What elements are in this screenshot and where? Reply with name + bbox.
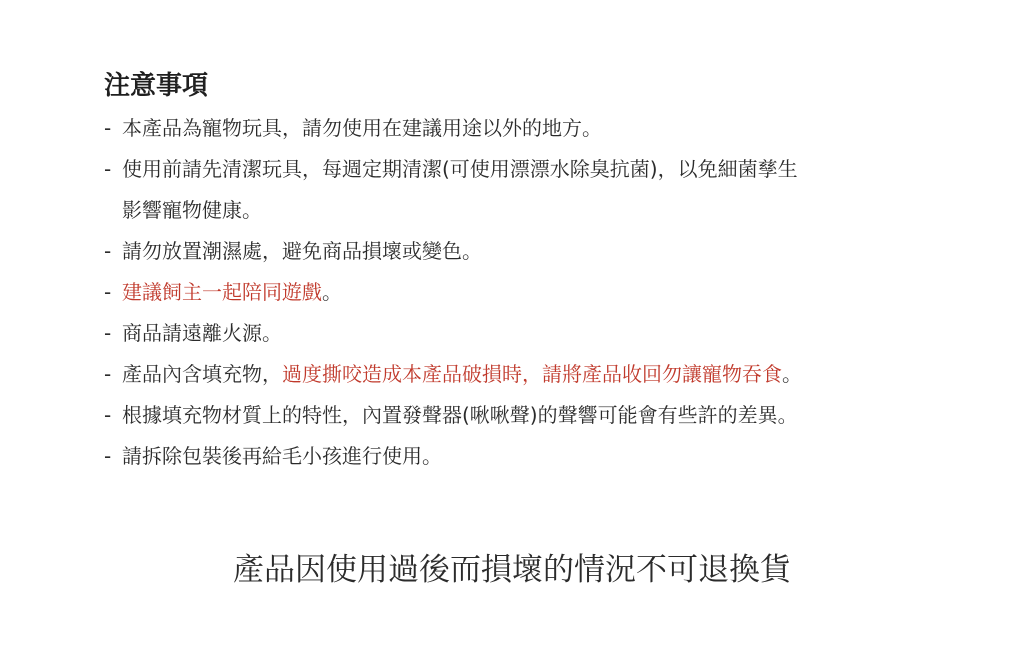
list-dash: - bbox=[104, 157, 112, 181]
notice-section bbox=[104, 66, 964, 477]
notice-item-cleaning bbox=[104, 149, 964, 231]
notice-item-suffix: 。 bbox=[782, 362, 802, 386]
notice-item-text: 請勿放置潮濕處，避免商品損壞或變色。 bbox=[122, 239, 482, 263]
notice-item-fire bbox=[104, 313, 964, 354]
notice-item-suffix: 。 bbox=[322, 280, 342, 304]
notice-item-text: 請拆除包裝後再給毛小孩進行使用。 bbox=[122, 444, 442, 468]
notice-item-text-line2: 影響寵物健康。 bbox=[122, 198, 262, 222]
list-dash: - bbox=[104, 321, 112, 345]
notice-item-purpose bbox=[104, 108, 964, 149]
notice-item-text bbox=[122, 272, 964, 313]
highlight-text: 過度撕咬造成本產品破損時，請將產品收回勿讓寵物吞食 bbox=[282, 362, 782, 386]
notice-item-text: 根據填充物材質上的特性，內置發聲器(啾啾聲)的聲響可能會有些許的差異。 bbox=[122, 403, 798, 427]
list-dash: - bbox=[104, 362, 112, 386]
notice-title: 注意事項 bbox=[104, 71, 209, 101]
notice-item-supervision bbox=[104, 272, 964, 313]
list-dash: - bbox=[104, 239, 112, 263]
notice-item-storage bbox=[104, 231, 964, 272]
notice-item-text: 商品請遠離火源。 bbox=[122, 321, 282, 345]
notice-item-text: 本產品為寵物玩具，請勿使用在建議用途以外的地方。 bbox=[122, 116, 602, 140]
notice-list bbox=[104, 108, 964, 477]
notice-item-filling bbox=[104, 354, 964, 395]
list-dash: - bbox=[104, 280, 112, 304]
list-dash: - bbox=[104, 116, 112, 140]
notice-item-text bbox=[122, 354, 964, 395]
list-dash: - bbox=[104, 444, 112, 468]
notice-item-packaging bbox=[104, 436, 964, 477]
highlight-text: 建議飼主一起陪同遊戲 bbox=[122, 280, 322, 304]
notice-item-prefix: 產品內含填充物， bbox=[122, 362, 282, 386]
list-dash: - bbox=[104, 403, 112, 427]
no-return-notice: 產品因使用過後而損壞的情況不可退換貨 bbox=[233, 552, 791, 588]
notice-item-text-line1: 使用前請先清潔玩具，每週定期清潔(可使用漂漂水除臭抗菌)，以免細菌孳生 bbox=[122, 157, 798, 181]
notice-item-squeaker bbox=[104, 395, 964, 436]
